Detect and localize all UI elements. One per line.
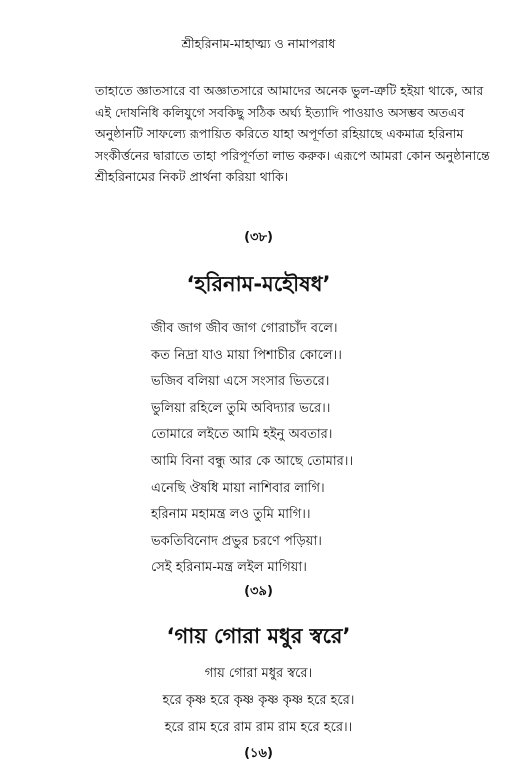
intro-paragraph bbox=[95, 80, 490, 188]
verse-line: ভজিব বলিয়া এসে সংসার ভিতরে। bbox=[151, 374, 330, 390]
intro-line: তাহাতে জ্ঞাতসারে বা অজ্ঞাতসারে আমাদের অনেক ভুল-ত্রুটি হইয়া থাকে, আর bbox=[95, 83, 484, 98]
intro-line: সংকীর্ত্তনের দ্বারাতে তাহা পরিপূর্ণতা লাভ করুক। এরূপে আমরা কোন অনুষ্ঠানান্তে bbox=[95, 147, 490, 163]
verse-line: জীব জাগ জীব জাগ গোরাচাঁদ বলে। bbox=[151, 321, 338, 336]
section-number: (৩৮) bbox=[244, 230, 273, 245]
verse-line: আমি বিনা বন্ধু আর কে আছে তোমার।। bbox=[151, 453, 354, 469]
song-title: ‘হরিনাম-মহৌষধ’ bbox=[186, 272, 331, 296]
verse-line: ভুলিয়া রহিলে তুমি অবিদ্যার ভরে।। bbox=[151, 400, 331, 416]
verse-line: হরে রাম হরে রাম রাম রাম হরে হরে।। bbox=[164, 720, 353, 735]
verse-line: কত নিদ্রা যাও মায়া পিশাচীর কোলে।। bbox=[151, 347, 342, 363]
page-number: (১৬) bbox=[244, 746, 273, 761]
running-header: শ্রীহরিনাম-মাহাত্ম্য ও নামাপরাধ bbox=[181, 36, 336, 51]
verse-line: এনেছি ঔষধি মায়া নাশিবার লাগি। bbox=[151, 480, 325, 496]
song-verses bbox=[0, 660, 517, 741]
song-title: ‘গায় গোরা মধুর স্বরে’ bbox=[166, 624, 351, 648]
verse-line: ভকতিবিনোদ প্রভুর চরণে পড়িয়া। bbox=[151, 533, 322, 549]
verse-line: হরে কৃষ্ণ হরে কৃষ্ণ কৃষ্ণ কৃষ্ণ হরে হরে। bbox=[162, 693, 355, 708]
verse-line: হরিনাম মহামন্ত্র লও তুমি মাগি।। bbox=[151, 507, 311, 523]
section-number: (৩৯) bbox=[244, 584, 273, 599]
verse-line: সেই হরিনাম-মন্ত্র লইল মাগিয়া। bbox=[151, 560, 307, 576]
intro-line: এই দোষনিধি কলিযুগে সবকিছু সঠিক অর্ঘ্য ইত্যাদি পাওয়াও অসম্ভব অতএব bbox=[95, 104, 465, 120]
song-verses bbox=[151, 316, 353, 582]
verse-line: তোমারে লইতে আমি হইনু অবতার। bbox=[151, 427, 333, 443]
intro-line: শ্রীহরিনামের নিকট প্রার্থনা করিয়া থাকি। bbox=[95, 169, 289, 184]
intro-line: অনুষ্ঠানটি সাফল্যে রূপায়িত করিতে যাহা অপূর্ণতা রহিয়াছে একমাত্র হরিনাম bbox=[95, 126, 464, 141]
verse-line: গায় গোরা মধুর স্বরে। bbox=[204, 666, 313, 681]
